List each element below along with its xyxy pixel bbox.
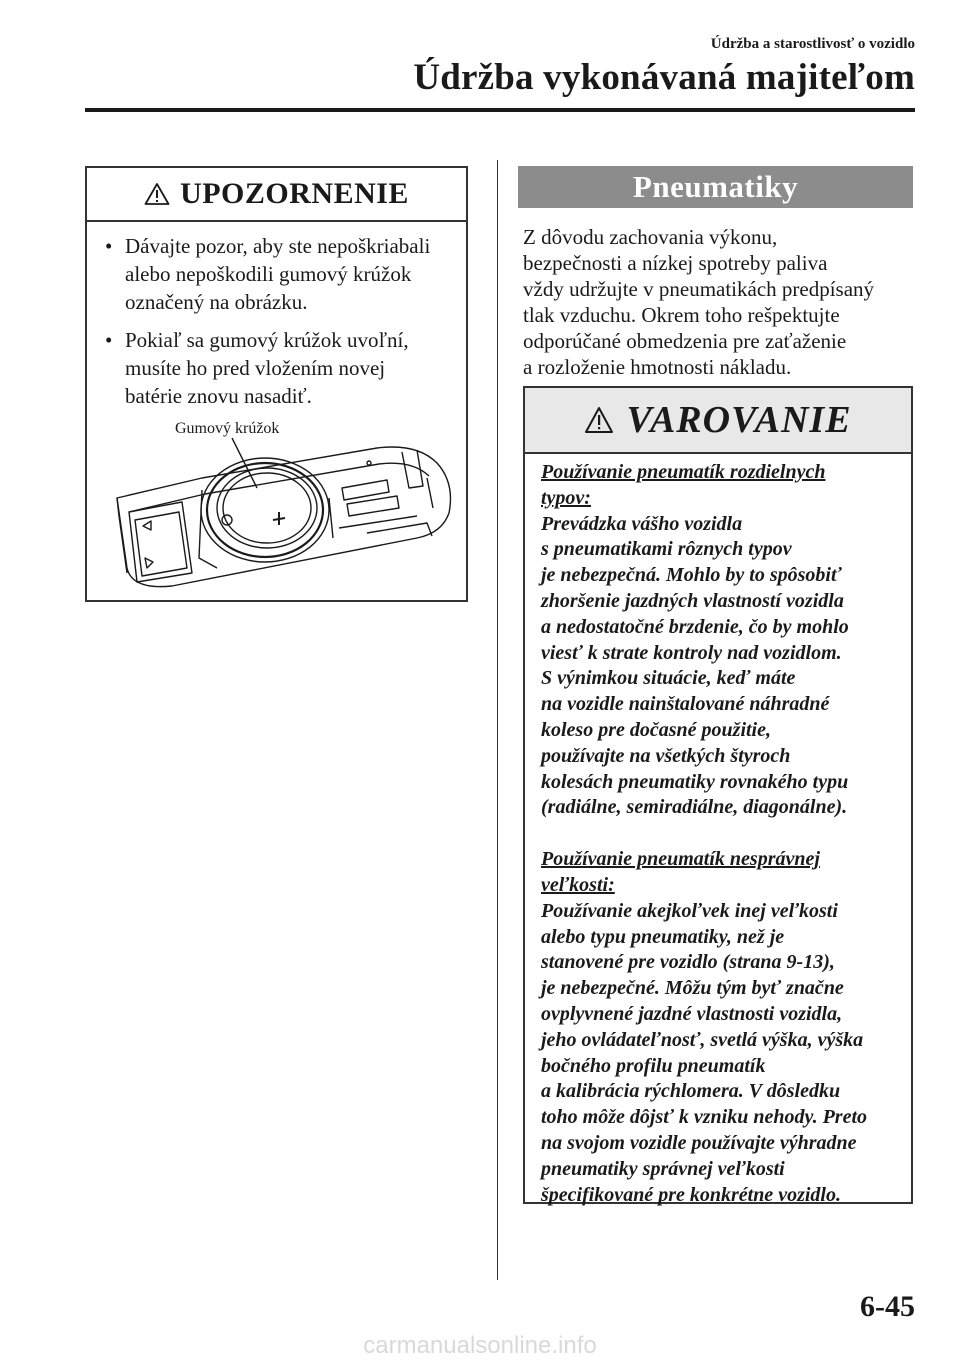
warning-title: VAROVANIE — [626, 399, 852, 441]
warning-box — [523, 386, 913, 1204]
warning-line: S výnimkou situácie, keď máte — [541, 667, 796, 690]
caution-bullet — [105, 232, 454, 316]
warning-line: koleso pre dočasné použitie, — [541, 718, 771, 741]
intro-line: odporúčané obmedzenia pre zaťaženie — [523, 329, 847, 353]
intro-line: Z dôvodu zachovania výkonu, — [523, 225, 778, 249]
column-divider — [497, 160, 498, 1280]
warning-line: je nebezpečná. Mohlo by to spôsobiť — [541, 564, 842, 587]
warning-triangle-icon — [144, 182, 170, 206]
warning-line: je nebezpečné. Môžu tým byť značne — [541, 977, 844, 1000]
warning-line: toho môže dôjsť k vzniku nehody. Preto — [541, 1106, 868, 1129]
warning-subheading — [541, 847, 899, 899]
watermark: carmanualsonline.info — [363, 1332, 597, 1359]
intro-line: vždy udržujte v pneumatikách predpísaný — [523, 277, 875, 301]
warning-body — [525, 454, 911, 1208]
warning-line: špecifikované pre konkrétne vozidlo. — [541, 1183, 841, 1206]
warning-line: a kalibrácia rýchlomera. V dôsledku — [541, 1080, 841, 1103]
subheading-line: Používanie pneumatík nesprávnej — [541, 848, 820, 871]
warning-line: stanovené pre vozidlo (strana 9-13), — [541, 951, 835, 974]
bullet-line: označený na obrázku. — [125, 290, 308, 314]
warning-line: jeho ovládateľnosť, svetlá výška, výška — [541, 1028, 864, 1051]
warning-line: ovplyvnené jazdné vlastnosti vozidla, — [541, 1002, 843, 1025]
warning-line: Prevádzka vášho vozidla — [541, 512, 743, 535]
warning-triangle-icon — [584, 406, 614, 434]
bullet-line: Pokiaľ sa gumový krúžok uvoľní, — [125, 328, 409, 352]
caution-bullet — [105, 326, 454, 410]
bullet-line: batérie znovu nasadiť. — [125, 384, 312, 408]
warning-line: s pneumatikami rôznych typov — [541, 538, 792, 561]
caution-box — [85, 166, 468, 602]
warning-line: bočného profilu pneumatík — [541, 1054, 766, 1077]
warning-line: Používanie akejkoľvek inej veľkosti — [541, 899, 838, 922]
header-subtitle: Údržba a starostlivosť o vozidlo — [710, 36, 915, 52]
warning-line: alebo typu pneumatiky, než je — [541, 925, 785, 948]
warning-subheading — [541, 460, 899, 512]
page-number: 6-45 — [860, 1290, 915, 1323]
warning-header — [525, 388, 911, 454]
warning-line: zhoršenie jazdných vlastností vozidla — [541, 589, 844, 612]
caution-bullets — [87, 222, 466, 410]
intro-line: bezpečnosti a nízkej spotreby paliva — [523, 251, 828, 275]
page-title: Údržba vykonávaná majiteľom — [413, 57, 915, 98]
bullet-icon: • — [105, 234, 113, 258]
bullet-line: musíte ho pred vložením novej — [125, 356, 386, 380]
section-title: Pneumatiky — [632, 169, 799, 204]
intro-line: tlak vzduchu. Okrem toho rešpektujte — [523, 303, 840, 327]
bullet-line: alebo nepoškodili gumový krúžok — [125, 262, 412, 286]
caution-title: UPOZORNENIE — [180, 177, 409, 210]
caution-header — [87, 168, 466, 222]
section-heading-band — [518, 166, 913, 208]
subheading-line: typov: — [541, 486, 591, 509]
warning-line: viesť k strate kontroly nad vozidlom. — [541, 641, 842, 664]
key-fob-battery-illustration — [87, 408, 466, 598]
warning-line: používajte na všetkých štyroch — [541, 744, 791, 767]
warning-line: pneumatiky správnej veľkosti — [541, 1157, 785, 1180]
warning-paragraph — [541, 899, 899, 1209]
figure-label: Gumový krúžok — [175, 420, 280, 437]
warning-line: na vozidle nainštalované náhradné — [541, 693, 830, 716]
intro-paragraph — [523, 224, 913, 380]
paragraph-gap — [541, 821, 899, 847]
warning-line: (radiálne, semiradiálne, diagonálne). — [541, 796, 848, 819]
warning-paragraph — [541, 512, 899, 822]
bullet-line: Dávajte pozor, aby ste nepoškriabali — [125, 234, 431, 258]
warning-line: a nedostatočné brzdenie, čo by mohlo — [541, 615, 849, 638]
warning-line: kolesách pneumatiky rovnakého typu — [541, 770, 849, 793]
bullet-icon: • — [105, 328, 113, 352]
header-rule — [85, 108, 915, 112]
subheading-line: veľkosti: — [541, 873, 615, 896]
subheading-line: Používanie pneumatík rozdielnych — [541, 461, 826, 483]
intro-line: a rozloženie hmotnosti nákladu. — [523, 355, 792, 379]
warning-line: na svojom vozidle používajte výhradne — [541, 1131, 857, 1154]
